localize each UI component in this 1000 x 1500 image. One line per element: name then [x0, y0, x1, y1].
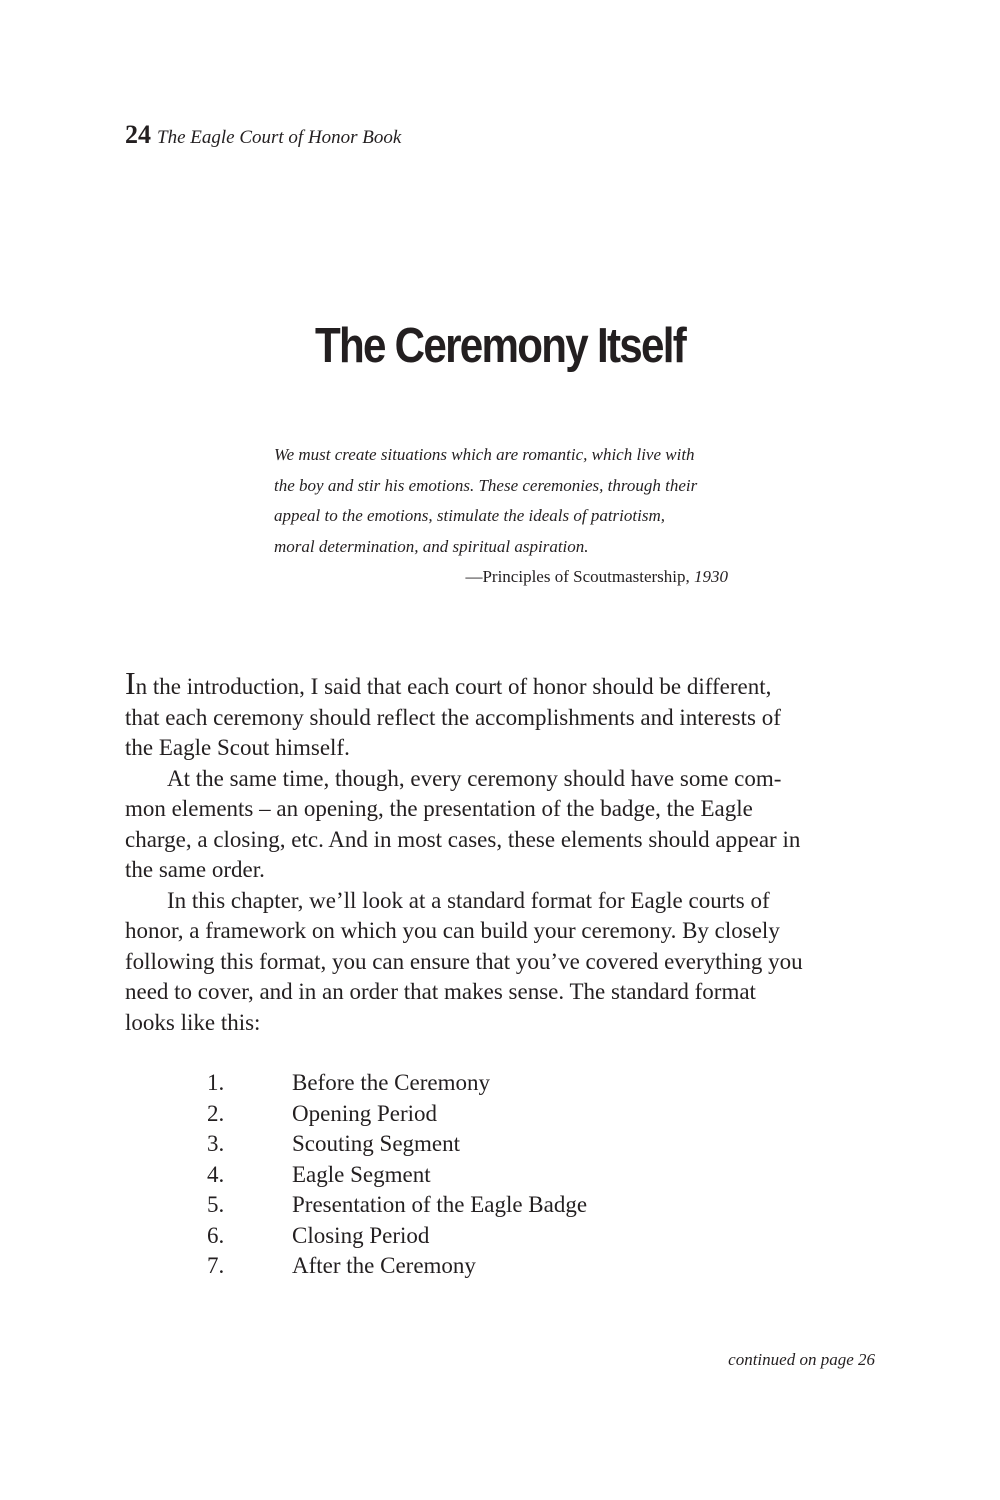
paragraph-line: mon elements – an opening, the presentation of the badge, the Eagle: [125, 796, 753, 821]
paragraph-line: following this format, you can ensure that you’ve covered everything you: [125, 948, 803, 974]
list-number: 2.: [207, 1100, 225, 1126]
book-title: The Eagle Court of Honor Book: [157, 127, 402, 148]
paragraph-line: honor, a framework on which you can build your ceremony. By closely: [125, 918, 780, 943]
list-item: [207, 1221, 587, 1252]
paragraph-line: looks like this:: [125, 1009, 261, 1035]
attribution-year: 1930: [694, 567, 728, 586]
epigraph-line: We must create situations which are romantic, which live with: [274, 445, 695, 464]
paragraph-line: need to cover, and in an order that makes sense. The standard format: [125, 979, 756, 1004]
paragraph-line: the same order.: [125, 857, 265, 882]
epigraph-line: the boy and stir his emotions. These ceremonies, through their: [274, 475, 698, 495]
paragraph-line: At the same time, though, every ceremony should have some com-: [167, 765, 782, 791]
paragraph-line: that each ceremony should reflect the accomplishments and interests of: [125, 704, 781, 730]
chapter-title: The Ceremony Itself: [314, 319, 686, 373]
continued-note: continued on page 26: [728, 1350, 875, 1369]
paragraph-line: [125, 665, 875, 703]
list-item: [207, 1251, 587, 1282]
paragraph-text: n the introduction, I said that each court of honor should be different,: [135, 674, 772, 699]
paragraph-line: In this chapter, we’ll look at a standard format for Eagle courts of: [167, 887, 770, 913]
body-text: [125, 665, 875, 1038]
list-item: [207, 1129, 587, 1160]
list-item: [207, 1190, 587, 1221]
list-number: 3.: [207, 1131, 225, 1156]
list-item: [207, 1160, 587, 1191]
page-number: 24: [125, 120, 151, 149]
epigraph-attribution: [274, 562, 744, 593]
paragraph-line: the Eagle Scout himself.: [125, 735, 350, 760]
list-label: Scouting Segment: [292, 1131, 461, 1156]
running-head: [125, 120, 401, 150]
list-number: 7.: [207, 1253, 225, 1278]
list-label: Before the Ceremony: [292, 1070, 490, 1095]
epigraph-line: appeal to the emotions, stimulate the ideals of patriotism,: [274, 506, 665, 525]
paragraph-line: charge, a closing, etc. And in most cases, these elements should appear in: [125, 826, 801, 852]
list-number: 5.: [207, 1192, 225, 1217]
list-number: 6.: [207, 1222, 225, 1248]
list-item: [207, 1068, 587, 1099]
list-label: Eagle Segment: [292, 1161, 431, 1187]
list-label: After the Ceremony: [292, 1253, 476, 1278]
attribution-source: —Principles of Scoutmastership,: [465, 567, 690, 586]
list-label: Closing Period: [292, 1222, 430, 1248]
list-number: 4.: [207, 1161, 225, 1187]
list-label: Opening Period: [292, 1100, 438, 1126]
epigraph-line: moral determination, and spiritual aspiration.: [274, 536, 589, 556]
format-list: [207, 1068, 587, 1282]
list-label: Presentation of the Eagle Badge: [292, 1192, 588, 1217]
list-number: 1.: [207, 1070, 225, 1095]
drop-cap: I: [125, 665, 136, 701]
epigraph: [274, 440, 744, 593]
list-item: [207, 1099, 587, 1130]
